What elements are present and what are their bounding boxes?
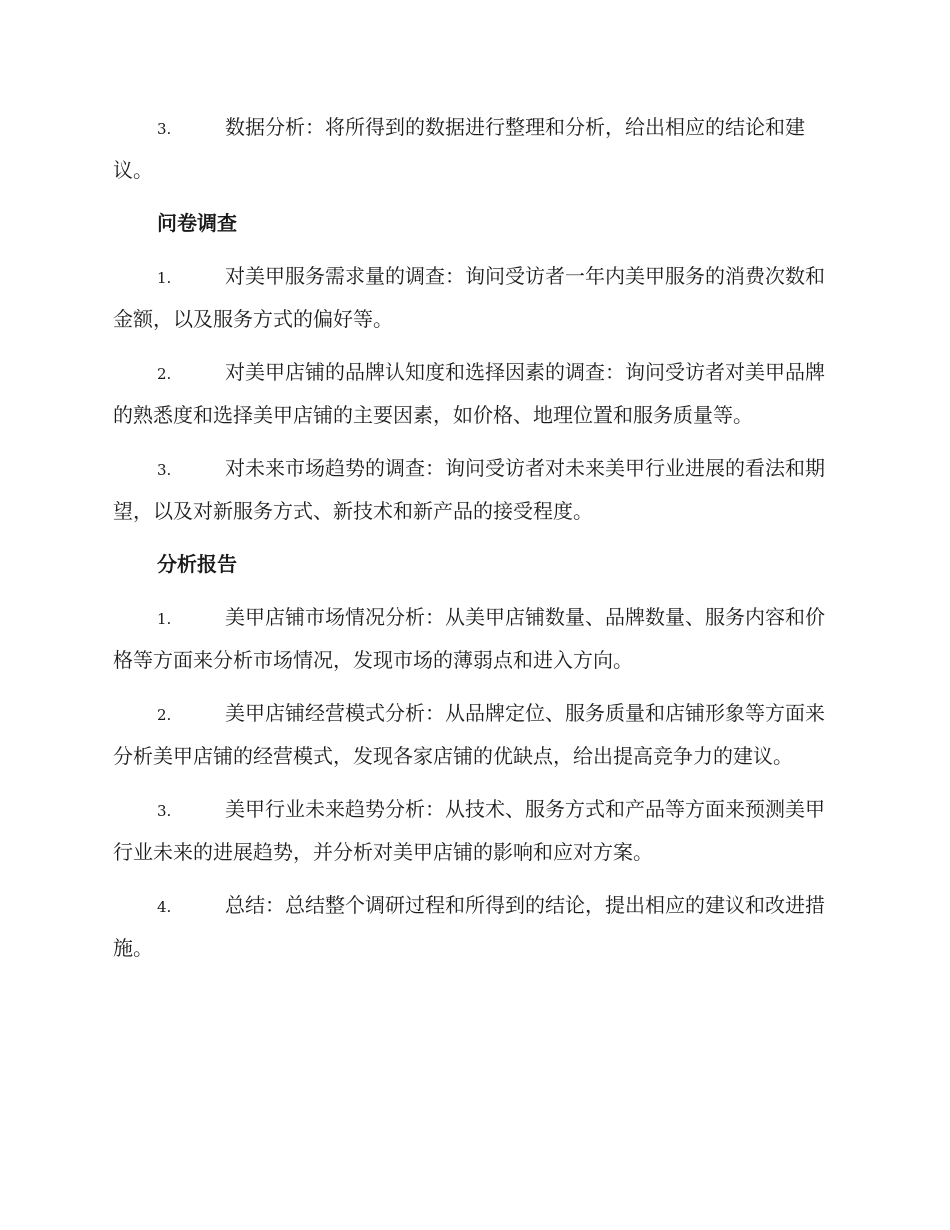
list-number: 4. bbox=[157, 898, 172, 916]
list-text: 数据分析：将所得到的数据进行整理和分析，给出相应的结论和建议。 bbox=[113, 115, 805, 182]
list-text: 对美甲服务需求量的调查：询问受访者一年内美甲服务的消费次数和金额，以及服务方式的偏好等。 bbox=[113, 264, 825, 331]
list-item bbox=[113, 693, 835, 777]
list-number: 1. bbox=[157, 610, 172, 628]
list-text: 对美甲店铺的品牌认知度和选择因素的调查：询问受访者对美甲品牌的熟悉度和选择美甲店铺的主要因素，如价格、地理位置和服务质量等。 bbox=[113, 360, 825, 427]
list-text: 美甲行业未来趋势分析：从技术、服务方式和产品等方面来预测美甲行业未来的进展趋势，并分析对美甲店铺的影响和应对方案。 bbox=[113, 797, 825, 864]
list-item bbox=[113, 256, 835, 340]
list-text: 对未来市场趋势的调查：询问受访者对未来美甲行业进展的看法和期望，以及对新服务方式、新技术和新产品的接受程度。 bbox=[113, 456, 825, 523]
list-number: 3. bbox=[157, 461, 172, 479]
section-heading: 分析报告 bbox=[157, 552, 237, 576]
list-text: 美甲店铺市场情况分析：从美甲店铺数量、品牌数量、服务内容和价格等方面来分析市场情况，发现市场的薄弱点和进入方向。 bbox=[113, 605, 825, 672]
document-page bbox=[113, 107, 835, 981]
list-item bbox=[113, 448, 835, 532]
list-number: 3. bbox=[157, 120, 172, 138]
list-text: 总结：总结整个调研过程和所得到的结论，提出相应的建议和改进措施。 bbox=[113, 893, 825, 960]
list-item bbox=[113, 885, 835, 969]
list-item bbox=[113, 597, 835, 681]
list-number: 2. bbox=[157, 365, 172, 383]
list-number: 1. bbox=[157, 269, 172, 287]
list-number: 3. bbox=[157, 802, 172, 820]
list-item bbox=[113, 352, 835, 436]
list-item bbox=[113, 789, 835, 873]
section-heading: 问卷调查 bbox=[157, 211, 237, 235]
list-text: 美甲店铺经营模式分析：从品牌定位、服务质量和店铺形象等方面来分析美甲店铺的经营模式，发现各家店铺的优缺点，给出提高竞争力的建议。 bbox=[113, 701, 825, 768]
list-number: 2. bbox=[157, 706, 172, 724]
list-item bbox=[113, 107, 835, 191]
